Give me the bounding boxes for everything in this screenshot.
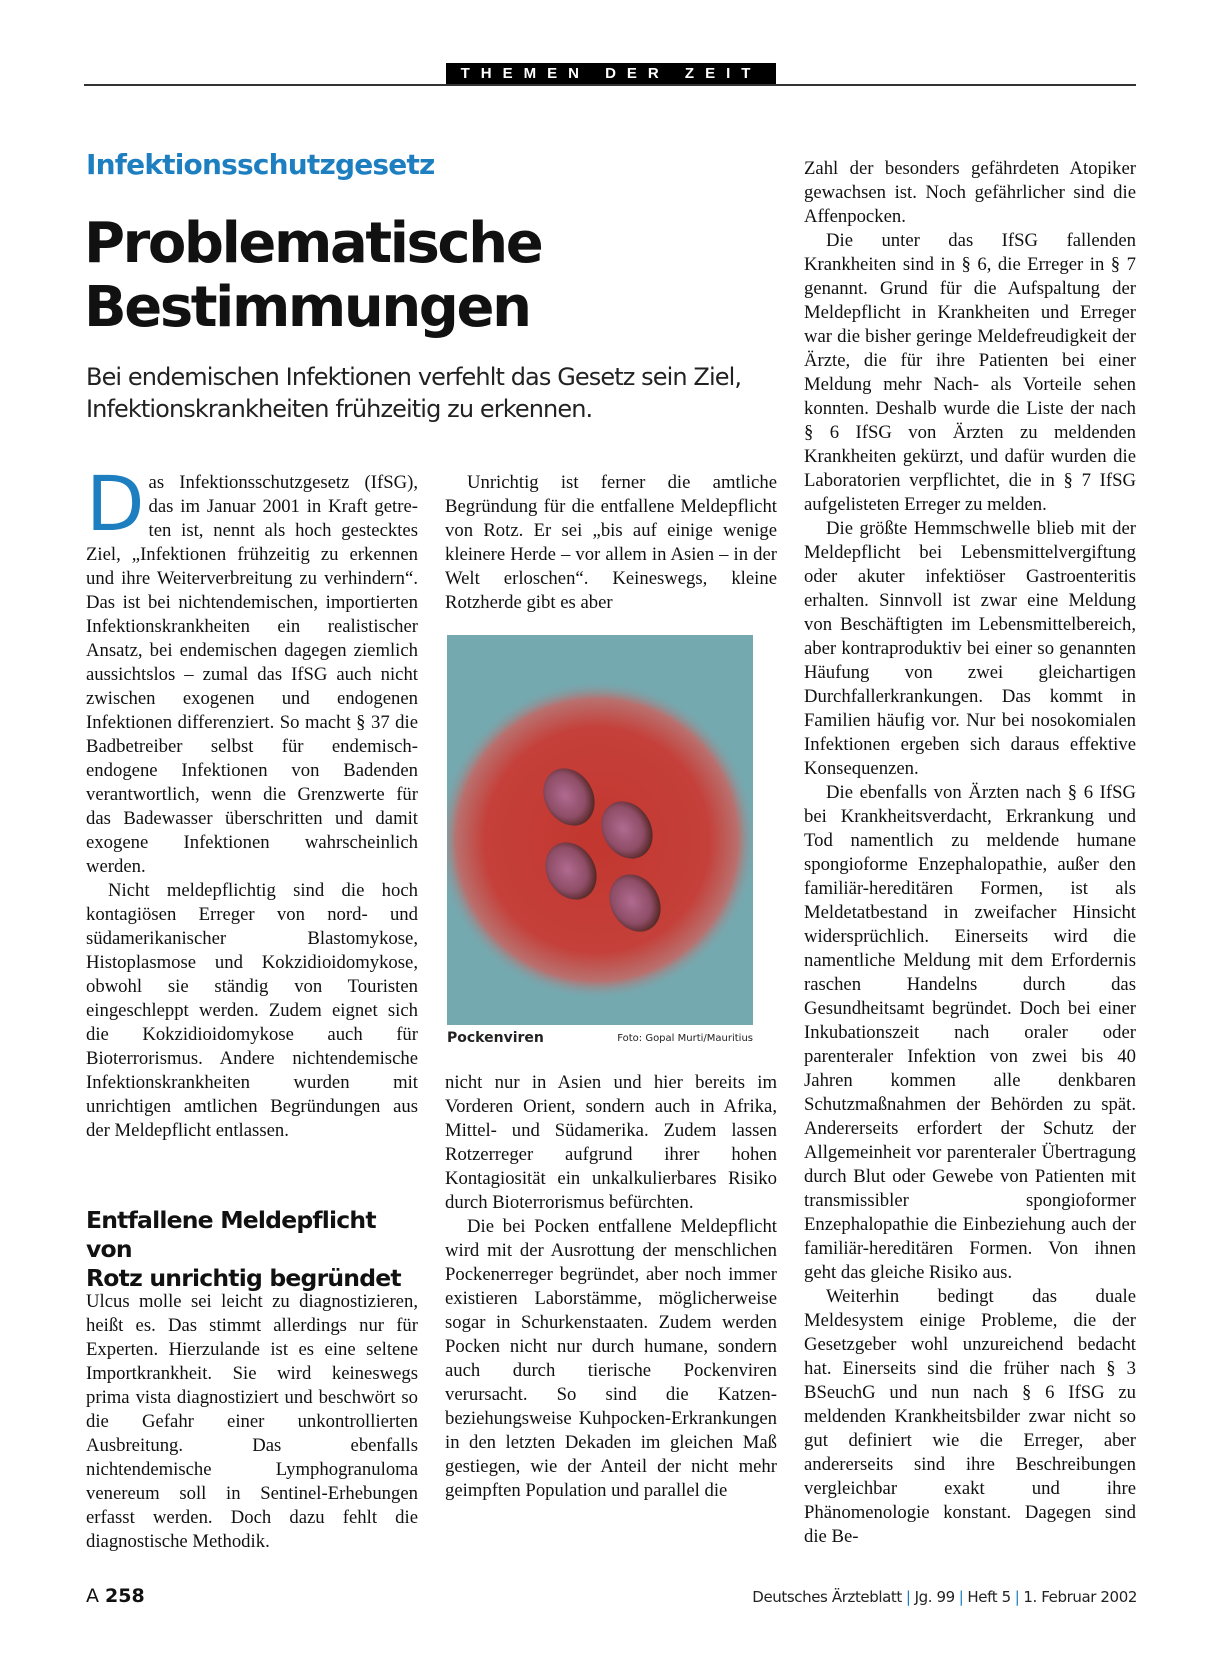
dek-line-2: Infektionskrankheiten frühzeitig zu erkennen. (86, 395, 593, 423)
section-label: THEMEN DER ZEIT (446, 63, 776, 85)
paragraph: Die unter das IfSG fallenden Krankheiten sind in § 6, die Erreger in § 7 genannt. Grund für die Aufspaltung der Meldepflicht in Krankheiten und Erreger war die bisher geringe Meldefreudigkeit der Ärzte, die für ihre Patienten bei einer Meldung mehr Nach- als Vorteile sehen konnten. Deshalb wurde die Liste der nach § 6 IfSG von Ärzten zu meldenden Krankheiten gekürzt, und dafür wurden die Laboratorien verpflichtet, die in § 7 IfSG aufgelisteten Erreger zu melden. (804, 230, 1136, 515)
column-2-continued (445, 1071, 777, 1503)
header-rule (84, 84, 1136, 86)
headline-line-1: Problematische (84, 211, 542, 276)
column-1 (86, 459, 418, 1143)
paragraph: Zahl der besonders gefährdeten Atopiker gewachsen ist. Noch gefährlicher sind die Affenpocken. (804, 158, 1136, 227)
journal-issue: Heft 5 (967, 1588, 1011, 1606)
virus-illustration (447, 635, 753, 1025)
journal-volume: Jg. 99 (914, 1588, 955, 1606)
headline-line-2: Bestimmungen (84, 275, 530, 340)
column-1-continued (86, 1290, 418, 1554)
page-prefix: A (86, 1585, 99, 1607)
photo-caption (447, 1030, 753, 1046)
journal-date: 1. Februar 2002 (1023, 1588, 1137, 1606)
separator: | (958, 1588, 964, 1606)
dek-line-1: Bei endemischen Infektionen verfehlt das Gesetz sein Ziel, (86, 363, 742, 391)
virus-photo (447, 635, 753, 1025)
paragraph: Die größte Hemmschwelle blieb mit der Meldepflicht bei Lebensmittelvergiftung oder akuter infektiöser Gastroenteritis erhalten. Sinnvoll ist zwar eine Meldung von Beschäftigten im Lebensmittelbereich, aber kontraproduktiv bei einer so genannten Häufung von zwei gleichartigen Durchfallerkrankungen. Das kommt in Familien häufig vor. Nur bei nosokomialen Infektionen ergeben sich daraus effektive Konsequenzen. (804, 518, 1136, 779)
paragraph: Unrichtig ist ferner die amtliche Begründung für die entfallene Meldepflicht von Rotz. Er sei „bis auf einige wenige kleinere Herde – vor allem in Asien – in der Welt erloschen“. Keineswegs, kleine Rotzherde gibt es aber (445, 472, 777, 613)
dek (86, 361, 766, 425)
photo-credit: Foto: Gopal Murti/Mauritius (617, 1033, 753, 1044)
paragraph: Weiterhin bedingt das duale Meldesystem einige Probleme, die der Gesetzgeber wohl unzureichend bedacht hat. Einerseits sind die früher nach § 3 BSeuchG und nun nach § 6 IfSG zu meldenden Krankheitsbilder zwar nicht so gut definiert wie die Erreger, aber andererseits sind ihre Beschreibungen vergleichbar exakt und ihre Phänomenologie konstant. Dagegen sind die Be- (804, 1286, 1136, 1547)
journal-name: Deutsches Ärzteblatt (752, 1588, 902, 1606)
separator: | (905, 1588, 911, 1606)
paragraph (86, 459, 418, 879)
paragraph: Die bei Pocken entfallene Meldepflicht wird mit der Ausrottung der menschlichen Pockenerreger begründet, aber noch immer existieren Laborstämme, möglicherweise sogar in Schurkenstaaten. Zudem werden Pocken nicht nur durch humane, sondern auch durch tierische Pockenviren verursacht. So sind die Katzen- beziehungsweise Kuhpocken-Erkrankungen in den letzten Dekaden im gleichen Maß gestiegen, wie der Anteil der nicht mehr geimpften Population und parallel die (445, 1216, 777, 1501)
column-3 (804, 157, 1136, 1549)
paragraph: Nicht meldepflichtig sind die hoch kontagiösen Erreger von nord- und südamerikanischer Blastomykose, Histoplasmose und Kokzidioidomykose, obwohl sie ständig von Touristen eingeschleppt werden. Zudem eignet sich die Kokzidioidomykose auch für Bioterrorismus. Andere nichtendemische Infektionskrankheiten wurden mit unrichtigen amtlichen Begründungen aus der Meldepflicht entlassen. (86, 880, 418, 1141)
paragraph: Ulcus molle sei leicht zu diagnostizieren, heißt es. Das stimmt allerdings nur für Experten. Hierzulande ist es eine seltene Importkrankheit. Sie wird keineswegs prima vista diagnostiziert und beschwört so die Gefahr einer unkontrollierten Ausbreitung. Das ebenfalls nichtendemische Lymphogranuloma venereum soll in Sentinel-Erhebungen erfasst werden. Doch dazu fehlt die diagnostische Methodik. (86, 1291, 418, 1552)
paragraph: Die ebenfalls von Ärzten nach § 6 IfSG bei Krankheitsverdacht, Erkrankung und Tod namentlich zu meldende humane spongioforme Enzephalopathie, außer den familiär-hereditären Formen, ist als Meldetatbestand in zweifacher Hinsicht widersprüchlich. Einerseits wird die namentliche Meldung mit dem Erfordernis raschen Handelns durch das Gesundheitsamt begründet. Doch bei einer Inkubationszeit nach oraler oder parenteraler Infektion von zwei bis 40 Jahren kommen alle denkbaren Schutzmaßnahmen der Behörden zu spät. Andererseits erfordert der Schutz der Allgemeinheit vor parenteraler Übertragung durch Blut oder Gewebe von Patienten mit transmissibler spongioformer Enzephalopathie die Einbeziehung auch der familiär-hereditären Formen. Von ihnen geht das gleiche Risiko aus. (804, 782, 1136, 1283)
column-2 (445, 471, 777, 615)
page-number-value: 258 (105, 1585, 145, 1607)
subhead (86, 1206, 426, 1293)
subhead-line-2: Rotz unrichtig begründet (86, 1264, 401, 1292)
subhead-line-1: Entfallene Meldepflicht von (86, 1206, 376, 1263)
paragraph: nicht nur in Asien und hier bereits im Vorderen Orient, sondern auch in Afrika, Mittel- und Südamerika. Zudem lassen Rotzerreger aufgrund ihrer hohen Kontagiosität ein unkalkulierbares Risiko durch Bioterrorismus befürchten. (445, 1072, 777, 1213)
kicker: Infektionsschutzgesetz (86, 148, 435, 181)
drop-cap: D (86, 459, 145, 548)
headline (84, 212, 704, 340)
paragraph-text: as Infektionsschutzgesetz (IfSG), das im Januar 2001 in Kraft getre-ten ist, nennt als hoch gestecktes Ziel, „Infektionen frühzeitig zu erkennen und ihre Weiterverbreitung zu verhindern“. Das ist bei nichtendemischen, importierten Infektionskrankheiten ein realistischer Ansatz, bei endemischen dagegen ziemlich aussichtslos – zumal das IfSG auch nicht zwischen exogenen und endogenen Infektionen differenziert. So macht § 37 die Badbetreiber selbst für endemisch-endogene Infektionen von Badenden verantwortlich, wenn die Grenzwerte für das Badewasser überschritten und damit exogene Infektionen wahrscheinlich werden. (86, 472, 418, 877)
separator: | (1014, 1588, 1020, 1606)
caption-title: Pockenviren (447, 1030, 544, 1046)
page-number (86, 1585, 145, 1607)
journal-info (752, 1588, 1137, 1606)
